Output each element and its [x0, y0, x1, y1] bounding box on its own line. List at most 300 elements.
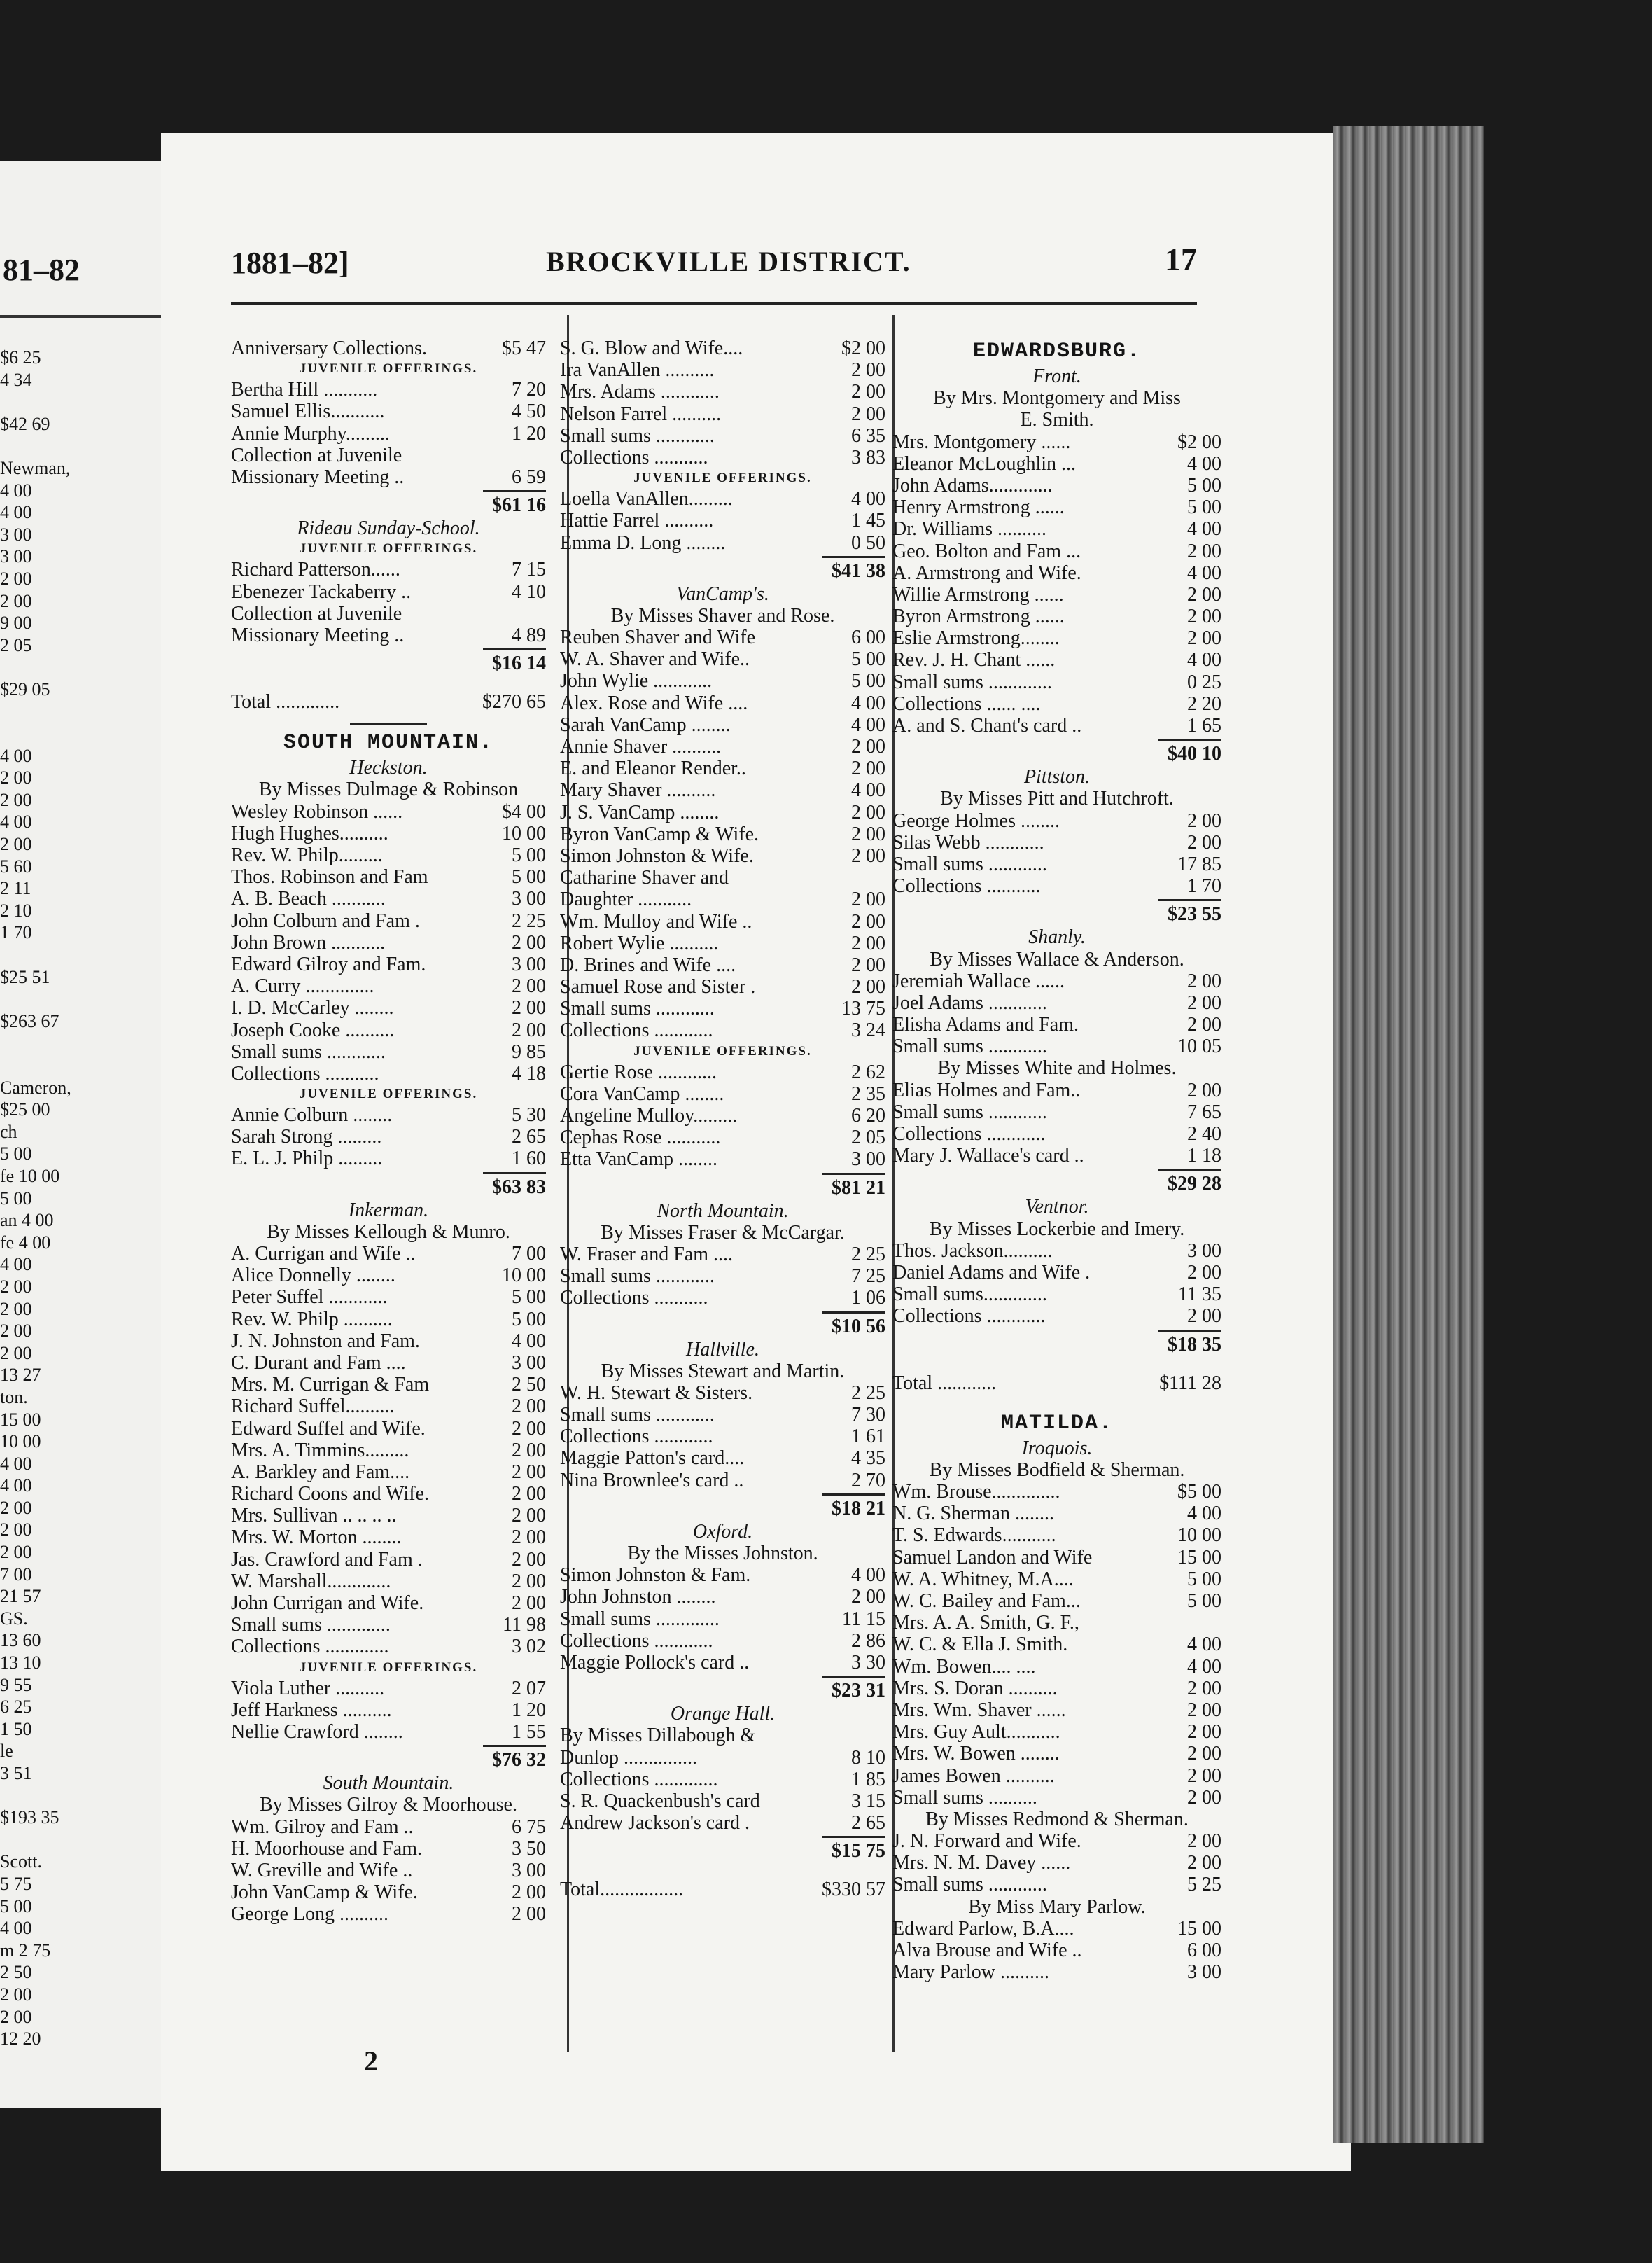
ledger-row	[892, 1765, 1222, 1787]
entry-name: Dr. Williams ..........	[892, 518, 1047, 541]
previous-page-line: 2 00	[0, 590, 32, 611]
entry-amount: 2 00	[851, 801, 886, 823]
entry-amount: 2 00	[512, 1439, 546, 1461]
juvenile-offerings-heading: JUVENILE OFFERINGS.	[299, 1087, 478, 1102]
ledger-row	[560, 1127, 886, 1148]
previous-page-line: 2 00	[0, 834, 32, 855]
entry-name: A. Barkley and Fam....	[231, 1461, 410, 1483]
entry-amount: 6 20	[851, 1105, 886, 1127]
entry-name: Daniel Adams and Wife .	[892, 1261, 1091, 1283]
spacer	[560, 1863, 886, 1879]
ledger-row	[231, 1636, 546, 1657]
entry-amount: 7 15	[512, 559, 546, 581]
entry-name: George Long ..........	[231, 1903, 388, 1926]
previous-page-line	[0, 391, 112, 413]
entry-name: W. Marshall.............	[231, 1570, 391, 1592]
entry-name: Mrs. A. A. Smith, G. F.,	[892, 1612, 1079, 1634]
spacer	[892, 1394, 1222, 1409]
entry-name: Total.................	[560, 1879, 684, 1901]
entry-amount: 2 65	[512, 1126, 546, 1148]
previous-page-line: 5 00	[0, 1143, 32, 1164]
previous-page-line: 2 10	[0, 900, 32, 921]
ledger-row	[231, 1860, 546, 1881]
previous-page-line: 4 00	[0, 1475, 32, 1496]
previous-page-line: 2 00	[0, 1276, 32, 1297]
ledger-row	[560, 736, 886, 758]
entry-amount: 2 00	[1187, 991, 1222, 1014]
entry-name: Edward Gilroy and Fam.	[231, 953, 426, 975]
ledger-row	[560, 381, 886, 403]
entry-name: Edward Suffel and Wife.	[231, 1417, 426, 1440]
entry-name: John Wylie ............	[560, 670, 713, 692]
ledger-row	[560, 1630, 886, 1652]
entry-amount: 4 00	[851, 692, 886, 714]
collectors-line: By Misses Stewart and Martin.	[601, 1360, 845, 1382]
entry-name: Small sums ............	[892, 1874, 1047, 1896]
entry-name: Cora VanCamp ........	[560, 1082, 724, 1105]
ledger-row	[892, 1961, 1222, 1983]
ledger-row	[231, 603, 546, 625]
ledger-row	[231, 801, 546, 823]
ledger-row	[892, 606, 1222, 627]
book-fore-edge	[1334, 126, 1484, 2143]
entry-amount: 2 00	[512, 1881, 546, 1904]
previous-page-line: $6 25	[0, 347, 41, 368]
ledger-row	[560, 758, 886, 779]
entry-amount: 7 20	[512, 379, 546, 401]
ledger-row	[892, 875, 1222, 897]
ledger-row	[560, 692, 886, 714]
entry-amount: 0 25	[1187, 671, 1222, 693]
ledger-row	[892, 1080, 1222, 1101]
entry-amount: 2 25	[851, 1381, 886, 1404]
collectors-line: By the Misses Johnston.	[627, 1543, 818, 1564]
subtotal-amount: $23 55	[1168, 903, 1222, 926]
entry-name: Small sums ..........	[892, 1786, 1037, 1809]
entry-amount: 5 00	[1187, 496, 1222, 519]
ledger-row	[892, 431, 1222, 453]
previous-page-line: GS.	[0, 1608, 28, 1629]
ledger-row	[231, 1126, 546, 1148]
ledger-row	[560, 889, 886, 910]
ledger-row	[231, 1678, 546, 1699]
entry-amount: 2 00	[512, 1461, 546, 1483]
entry-name: Small sums ............	[892, 1101, 1047, 1123]
entry-name: H. Moorhouse and Fam.	[231, 1837, 422, 1860]
subtotal-amount: $10 56	[832, 1315, 886, 1337]
ledger-row	[560, 532, 886, 554]
ledger-row	[560, 403, 886, 425]
entry-name: J. N. Forward and Wife.	[892, 1830, 1082, 1853]
entry-amount: 2 00	[1187, 1014, 1222, 1036]
ledger-row	[892, 693, 1222, 715]
entry-amount: 2 00	[1187, 1079, 1222, 1101]
previous-page-line: fe 10 00	[0, 1165, 60, 1186]
entry-name: Bertha Hill ...........	[231, 379, 378, 401]
entry-name: Collections ...........	[892, 875, 1041, 898]
entry-amount: 1 61	[851, 1426, 886, 1448]
circuit-name: Rideau Sunday-School.	[297, 517, 480, 540]
ledger-row	[560, 867, 886, 889]
ledger-row	[560, 954, 886, 976]
entry-amount: 2 00	[1187, 970, 1222, 992]
entry-amount: 6 75	[512, 1816, 546, 1838]
entry-amount: 2 00	[1187, 583, 1222, 606]
ledger-row	[892, 1547, 1222, 1568]
previous-page-line: 5 00	[0, 1895, 32, 1916]
ledger-row	[231, 1063, 546, 1085]
spacer	[231, 676, 546, 691]
ledger-row	[892, 518, 1222, 540]
ledger-row	[892, 649, 1222, 671]
ledger-row	[560, 1287, 886, 1309]
ledger-row	[231, 1330, 546, 1352]
entry-amount: 1 45	[851, 510, 886, 532]
entry-amount: 2 00	[1187, 1830, 1222, 1853]
ledger-row	[560, 1061, 886, 1083]
entry-name: Thos. Jackson..........	[892, 1239, 1053, 1262]
circuit-name: VanCamp's.	[676, 583, 769, 605]
entry-amount: 2 00	[851, 823, 886, 845]
previous-page-line: Scott.	[0, 1851, 42, 1872]
entry-amount: 2 00	[1187, 1852, 1222, 1874]
entry-name: S. G. Blow and Wife....	[560, 337, 743, 359]
entry-amount: 4 00	[1187, 562, 1222, 584]
ledger-row	[892, 1372, 1222, 1394]
entry-name: Small sums ............	[892, 853, 1047, 875]
previous-page-line	[0, 656, 112, 678]
entry-name: Mrs. Guy Ault...........	[892, 1721, 1060, 1743]
entry-name: Mrs. Adams ............	[560, 381, 720, 403]
previous-page-line: 5 00	[0, 1188, 32, 1209]
entry-amount: $330 57	[822, 1879, 886, 1901]
entry-name: Joseph Cooke ..........	[231, 1019, 395, 1041]
ledger-row	[560, 1879, 886, 1900]
entry-name: Collections ...... ....	[892, 692, 1041, 715]
ledger-row	[231, 1838, 546, 1860]
entry-name: Alice Donnelly ........	[231, 1265, 396, 1287]
entry-amount: 11 35	[1178, 1283, 1222, 1306]
entry-amount: 3 50	[512, 1837, 546, 1860]
entry-name: A. Currigan and Wife ..	[231, 1243, 416, 1265]
ledger-row	[231, 1019, 546, 1041]
ledger-row	[560, 337, 886, 359]
entry-name: Mary Parlow ..........	[892, 1961, 1049, 1984]
ledger-row	[560, 1790, 886, 1812]
entry-name: Catharine Shaver and	[560, 867, 729, 889]
entry-name: Joel Adams ............	[892, 991, 1047, 1014]
entry-amount: 4 00	[1187, 649, 1222, 671]
ledger-row	[892, 1123, 1222, 1145]
previous-page-line: 2 00	[0, 1542, 32, 1563]
previous-page-line: 2 00	[0, 1519, 32, 1540]
previous-page-line: 2 00	[0, 568, 32, 589]
previous-page-line: 4 34	[0, 369, 32, 390]
collectors-line: E. Smith.	[1020, 409, 1094, 431]
entry-name: Byron Armstrong ......	[892, 606, 1065, 628]
entry-name: Collections .............	[560, 1768, 718, 1790]
entry-amount: 2 00	[512, 1570, 546, 1592]
ledger-row	[231, 1418, 546, 1440]
entry-name: W. C. & Ella J. Smith.	[892, 1634, 1068, 1656]
circuit-name: Inkerman.	[348, 1199, 429, 1221]
entry-name: Sarah Strong .........	[231, 1126, 382, 1148]
entry-name: D. Brines and Wife ....	[560, 954, 736, 976]
entry-name: Mrs. M. Currigan & Fam	[231, 1374, 430, 1396]
previous-page-figures	[0, 347, 112, 2050]
previous-page-line: 2 00	[0, 1298, 32, 1319]
ledger-row	[560, 976, 886, 998]
ledger-row	[231, 932, 546, 954]
previous-page-line: 4 00	[0, 480, 32, 501]
entry-name: Richard Suffel..........	[231, 1395, 395, 1418]
entry-amount: 1 20	[512, 422, 546, 445]
ledger-row	[892, 1240, 1222, 1262]
entry-name: Ira VanAllen ..........	[560, 359, 715, 382]
entry-amount: 2 00	[512, 1526, 546, 1549]
entry-amount: 2 00	[1187, 627, 1222, 650]
ledger-row	[560, 488, 886, 510]
previous-page-line: 15 00	[0, 1409, 41, 1430]
previous-page-line: 4 00	[0, 1254, 32, 1275]
entry-name: Thos. Robinson and Fam	[231, 866, 428, 889]
previous-page-line: 2 05	[0, 634, 32, 655]
subtotal-amount: $18 21	[832, 1497, 886, 1519]
entry-amount: 3 00	[1187, 1239, 1222, 1262]
ledger-row	[560, 1608, 886, 1630]
entry-name: Wm. Mulloy and Wife ..	[560, 910, 752, 933]
page-number: 17	[1165, 242, 1197, 277]
entry-name: Total .............	[231, 691, 340, 713]
previous-page-line: Newman,	[0, 457, 71, 478]
entry-name: Nina Brownlee's card ..	[560, 1469, 744, 1491]
ledger-row	[560, 359, 886, 381]
previous-page-line	[0, 988, 112, 1010]
entry-amount: 2 00	[851, 359, 886, 382]
ledger-row	[231, 1614, 546, 1636]
entry-name: Total ............	[892, 1372, 997, 1394]
ledger-row	[560, 447, 886, 468]
entry-name: Missionary Meeting ..	[231, 466, 405, 488]
entry-amount: 2 00	[512, 1548, 546, 1571]
entry-amount: 6 59	[512, 466, 546, 488]
circuit-name: Pittston.	[1023, 766, 1091, 788]
ledger-row	[892, 715, 1222, 737]
ledger-row	[231, 445, 546, 466]
entry-name: Maggie Pollock's card ..	[560, 1651, 750, 1673]
entry-name: Collections .............	[231, 1636, 389, 1658]
previous-page-line: 13 27	[0, 1365, 41, 1386]
entry-amount: 1 55	[512, 1720, 546, 1743]
previous-page-line: 4 00	[0, 1453, 32, 1474]
ledger-row	[892, 810, 1222, 832]
entry-name: Wm. Brouse..............	[892, 1481, 1060, 1503]
entry-amount: 2 50	[512, 1374, 546, 1396]
ledger-row	[892, 453, 1222, 475]
entry-name: Collections ............	[560, 1019, 713, 1042]
entry-amount: 2 00	[1187, 1261, 1222, 1283]
ledger-row	[560, 714, 886, 736]
entry-amount: 1 60	[512, 1148, 546, 1170]
entry-name: Ebenezer Tackaberry ..	[231, 580, 412, 603]
section-heading: EDWARDSBURG.	[972, 340, 1142, 363]
entry-name: Small sums.............	[892, 1283, 1047, 1306]
ledger-row	[231, 1265, 546, 1286]
previous-page-line: $42 69	[0, 413, 50, 434]
entry-name: Jeff Harkness ..........	[231, 1699, 392, 1721]
ledger-row	[231, 1571, 546, 1592]
entry-amount: 2 00	[1187, 1743, 1222, 1765]
ledger-row	[892, 1145, 1222, 1167]
page-year: 1881–82]	[231, 246, 349, 280]
entry-amount: 7 00	[512, 1243, 546, 1265]
ledger-row	[231, 1440, 546, 1461]
entry-amount: 2 86	[851, 1629, 886, 1652]
ledger-row	[231, 1903, 546, 1925]
entry-amount: 4 89	[512, 624, 546, 646]
ledger-row	[560, 1382, 886, 1404]
circuit-name: Shanly.	[1028, 926, 1086, 949]
subtotal-amount: $16 14	[492, 653, 546, 675]
previous-page-line: 2 00	[0, 2006, 32, 2027]
ledger-row	[231, 1041, 546, 1063]
entry-name: Daughter ...........	[560, 889, 692, 911]
entry-amount: 8 10	[851, 1746, 886, 1769]
collectors-line: By Misses Dulmage & Robinson	[258, 779, 519, 801]
entry-amount: $5 00	[1177, 1481, 1222, 1503]
ledger-row	[892, 970, 1222, 992]
subtotal-rule	[560, 1673, 886, 1679]
ledger-row	[892, 1503, 1222, 1524]
entry-amount: 3 00	[512, 1859, 546, 1881]
collectors-line: By Misses Lockerbie and Imery.	[929, 1218, 1185, 1240]
entry-amount: 1 65	[1187, 715, 1222, 737]
ledger-row	[560, 1265, 886, 1287]
entry-amount: 3 24	[851, 1019, 886, 1042]
ledger-row	[892, 627, 1222, 649]
entry-name: Mrs. N. M. Davey ......	[892, 1852, 1071, 1874]
entry-amount: 4 00	[851, 488, 886, 510]
entry-name: W. Fraser and Fam ....	[560, 1243, 734, 1265]
entry-name: Collections ...........	[560, 446, 708, 468]
entry-amount: 5 30	[512, 1104, 546, 1127]
entry-name: T. S. Edwards...........	[892, 1524, 1056, 1547]
ledger-row	[892, 1568, 1222, 1590]
entry-amount: 2 00	[512, 1395, 546, 1418]
ledger-row	[892, 1101, 1222, 1123]
entry-amount: $2 00	[1177, 431, 1222, 453]
ledger-row	[231, 423, 546, 445]
entry-name: I. D. McCarley ........	[231, 997, 394, 1019]
entry-amount: 6 00	[851, 627, 886, 649]
entry-name: S. R. Quackenbush's card	[560, 1790, 760, 1812]
entry-amount: $2 00	[841, 337, 886, 359]
ledger-row	[231, 1816, 546, 1838]
entry-amount: 2 70	[851, 1469, 886, 1491]
entry-amount: 3 00	[512, 953, 546, 975]
entry-amount: 5 00	[851, 648, 886, 671]
spacer	[892, 1357, 1222, 1372]
entry-amount: 10 00	[1177, 1524, 1222, 1547]
ledger-row	[231, 691, 546, 713]
entry-name: Nelson Farrel ..........	[560, 403, 722, 425]
entry-amount: 5 25	[1187, 1874, 1222, 1896]
ledger-row	[560, 1105, 886, 1127]
circuit-name: Iroquois.	[1021, 1437, 1093, 1459]
entry-name: A. and S. Chant's card ..	[892, 715, 1082, 737]
ledger-row	[231, 1374, 546, 1395]
ledger-row	[892, 475, 1222, 496]
entry-amount: 5 00	[1187, 474, 1222, 496]
entry-amount: 2 00	[851, 1586, 886, 1608]
entry-amount: 4 00	[1187, 1634, 1222, 1656]
entry-amount: 4 00	[1187, 1503, 1222, 1525]
entry-name: Anniversary Collections.	[231, 337, 427, 359]
previous-page-line: 4 00	[0, 1918, 32, 1939]
entry-name: Rev. J. H. Chant ......	[892, 649, 1056, 671]
previous-page-line: 5 75	[0, 1873, 32, 1894]
entry-name: W. Greville and Wife ..	[231, 1859, 413, 1881]
entry-amount: 2 00	[1187, 1764, 1222, 1787]
entry-amount: 2 00	[512, 1417, 546, 1440]
entry-name: Elias Holmes and Fam..	[892, 1079, 1081, 1101]
entry-name: A. Curry ..............	[231, 975, 374, 998]
entry-name: A. B. Beach ...........	[231, 888, 386, 910]
ledger-row	[892, 1524, 1222, 1546]
entry-name: Annie Colburn ........	[231, 1104, 393, 1127]
previous-page-line: an 4 00	[0, 1210, 54, 1231]
section-heading: MATILDA.	[1000, 1411, 1114, 1435]
section-heading: SOUTH MOUNTAIN.	[283, 731, 494, 756]
previous-page-line: 7 00	[0, 1564, 32, 1585]
circuit-name: Orange Hall.	[670, 1703, 776, 1725]
entry-amount: 1 06	[851, 1287, 886, 1309]
ledger-row	[560, 823, 886, 845]
entry-amount: 9 85	[512, 1040, 546, 1063]
entry-amount: 3 00	[512, 1351, 546, 1374]
ledger-row	[231, 1699, 546, 1721]
previous-page-line: 2 50	[0, 1962, 32, 1983]
subtotal-rule	[231, 646, 546, 652]
juvenile-offerings-heading: JUVENILE OFFERINGS.	[299, 361, 478, 377]
entry-name: Alva Brouse and Wife ..	[892, 1940, 1082, 1961]
ledger-row	[231, 1592, 546, 1614]
ledger-row	[231, 888, 546, 910]
previous-page-line: $25 00	[0, 1099, 50, 1120]
ledger-row	[892, 1918, 1222, 1940]
entry-name: Mrs. Wm. Shaver ......	[892, 1699, 1066, 1721]
ledger-row	[231, 975, 546, 997]
entry-amount: 3 00	[512, 888, 546, 910]
previous-page-line: 4 00	[0, 502, 32, 523]
ledger-row	[231, 866, 546, 888]
previous-page-line: $25 51	[0, 966, 50, 987]
ledger-row	[892, 1590, 1222, 1612]
ledger-row	[231, 1148, 546, 1169]
entry-amount: 2 00	[512, 975, 546, 998]
entry-name: Collections ............	[892, 1123, 1046, 1145]
entry-name: Jas. Crawford and Fam .	[231, 1548, 423, 1571]
ledger-row	[892, 1852, 1222, 1874]
ledger-row	[231, 954, 546, 975]
entry-name: Simon Johnston & Wife.	[560, 844, 754, 867]
entry-name: Silas Webb ............	[892, 831, 1044, 854]
section-divider	[350, 723, 427, 725]
entry-amount: 15 00	[1177, 1546, 1222, 1568]
ledger-row	[560, 1148, 886, 1170]
ledger-row	[231, 1721, 546, 1743]
ledger-row	[560, 627, 886, 648]
